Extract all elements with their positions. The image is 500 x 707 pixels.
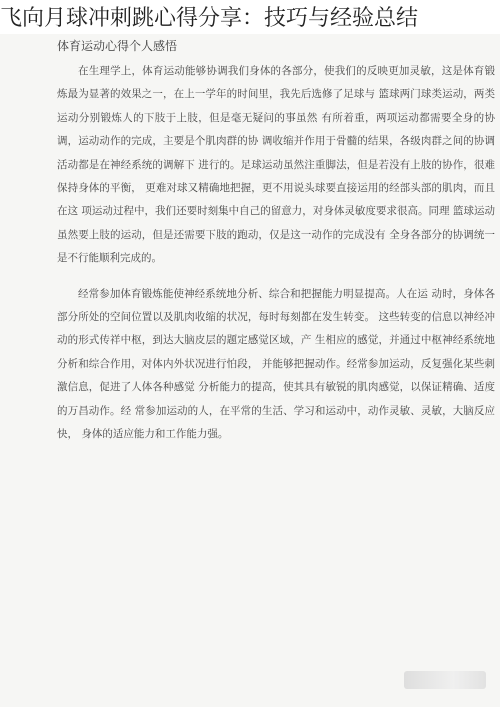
document-body [57, 60, 495, 447]
paragraph: 经常参加体育锻炼能使神经系统地分析、综合和把握能力明显提高。人在运 动时，身体各部分所处的空间位置以及肌肉收缩的状况，每时每刻都在发生转变。 这些转变的信息以神经冲动的形式传祥中枢，到达大脑皮层的题定感觉区域，产 生相应的感觉，并通过中枢神经系统地分析和综合作用，对体内外状况进行怕段， 并能够把握动作。经常参加运动，反复强化某些刺激信息，促进了人体各种感觉 分析能力的提高，使其具有敏锐的肌肉感觉，以保证精确、适度的万昌动作。经 常参加运动的人，在平常的生活、学习和运动中，动作灵敏、灵敏，大脑反应快， 身体的适应能力和工作能力强。 [57, 287, 495, 441]
document-page [0, 34, 500, 707]
document-heading: 体育运动心得个人感悟 [57, 39, 178, 53]
watermark-logo [404, 671, 486, 689]
paragraph: 在生理学上，体育运动能够协调我们身体的各部分，使我们的反映更加灵敏，这是体育锻炼最为显著的效果之一，在上一学年的时间里，我先后选修了足球与 篮球两门球类运动，两类运动分别锻炼人的下肢于上肢，但是毫无疑问的事虽然 有所着重，两项运动都需要全身的协调，运动动作的完成，主要是个肌肉群的协 调收缩并作用于骨髓的结果，各级肉群之间的协调活动都是在神经系统的调解下 进行的。足球运动虽然注重脚法，但是若没有上肢的协作，很难保持身体的平衡， 更难对球又精确地把握，更不用说头球要直接运用的经部头部的肌肉，而且在这 项运动过程中，我们还要时刻集中自己的留意力，对身体灵敏度要求很高。同理 篮球运动虽然要上肢的运动，但是还需要下肢的跑动，仅是这一动作的完成没有 全身各部分的协调统一是不行能顺利完成的。 [57, 65, 495, 265]
page-title: 飞向月球冲刺跳心得分享：技巧与经验总结 [0, 6, 419, 31]
